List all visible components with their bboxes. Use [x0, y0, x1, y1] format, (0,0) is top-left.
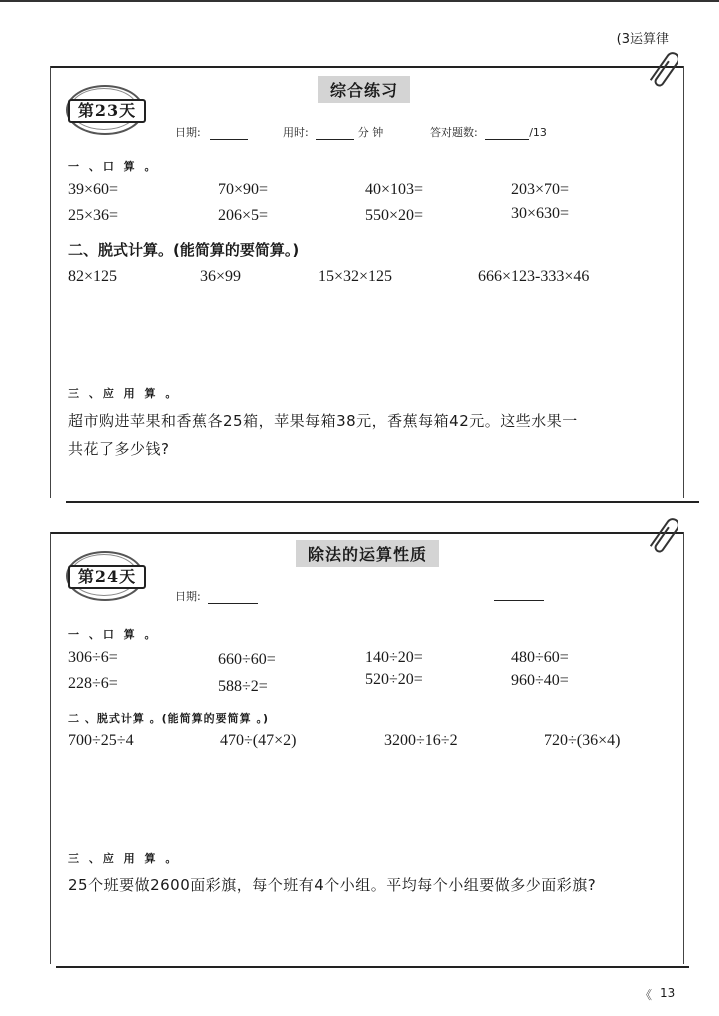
oral-item: 588÷2= [218, 678, 268, 695]
page-top-rule [0, 0, 719, 2]
oral-item: 550×20= [365, 207, 424, 224]
oral-item: 306÷6= [68, 649, 118, 666]
oral-item: 660÷60= [218, 651, 276, 668]
day-24-problem-line-1: 25个班要做2600面彩旗，每个班有4个小组。平均每个小组要做多少面彩旗? [68, 876, 597, 894]
time-unit: 分 钟 [357, 126, 384, 139]
day-23-problem-line-2: 共花了多少钱? [68, 440, 170, 458]
correct-blank[interactable] [485, 127, 529, 140]
day-23-correct [430, 124, 547, 140]
card-24-left-border [50, 532, 51, 964]
oral-item: 25×36= [68, 207, 119, 224]
card-23-right-border [683, 66, 684, 498]
oral-item: 480÷60= [511, 649, 569, 666]
card-24-right-border [683, 532, 684, 964]
footer-mark: 《 [640, 988, 653, 1002]
day-23-step-heading: 二、脱式计算。(能简算的要简算。) [68, 241, 300, 259]
paperclip-icon [650, 512, 678, 560]
oral-item: 39×60= [68, 181, 119, 198]
day-24-date [175, 588, 258, 604]
day-24-badge: 第24天 [66, 551, 144, 601]
step-item: 15×32×125 [318, 268, 393, 285]
oral-item: 228÷6= [68, 675, 118, 692]
date-label: 日期: [175, 126, 201, 139]
step-item: 82×125 [68, 268, 118, 285]
day-23-time [283, 124, 383, 140]
date-blank[interactable] [210, 127, 248, 140]
correct-total: /13 [529, 126, 547, 139]
step-item: 470÷(47×2) [220, 732, 297, 749]
day-23-badge: 第23天 [66, 85, 144, 135]
paperclip-icon [650, 46, 678, 94]
day-24-app-heading: 三 、应 用 算 。 [68, 852, 180, 865]
day-23-oral-heading: 一 、口 算 。 [68, 160, 159, 173]
oral-item: 203×70= [511, 181, 570, 198]
answer-blank[interactable] [494, 588, 544, 601]
step-item: 3200÷16÷2 [384, 732, 458, 749]
oral-item: 40×103= [365, 181, 424, 198]
chapter-label: (3运算律 [616, 32, 669, 47]
oral-item: 30×630= [511, 205, 570, 222]
day-24-oral-heading: 一 、口 算 。 [68, 628, 159, 641]
oral-item: 520÷20= [365, 671, 423, 688]
oral-item: 140÷20= [365, 649, 423, 666]
date-label: 日期: [175, 590, 201, 603]
step-item: 36×99 [200, 268, 242, 285]
oral-item: 960÷40= [511, 672, 569, 689]
step-item: 700÷25÷4 [68, 732, 134, 749]
page-number: 13 [660, 986, 676, 1000]
card-23-bottom-border [66, 501, 699, 503]
day-24-title: 除法的运算性质 [296, 540, 439, 567]
time-blank[interactable] [316, 127, 354, 140]
correct-label: 答对题数: [430, 126, 478, 139]
day-23-title: 综合练习 [318, 76, 410, 103]
time-label: 用时: [283, 126, 309, 139]
day-23-problem-line-1: 超市购进苹果和香蕉各25箱，苹果每箱38元，香蕉每箱42元。这些水果一 [68, 412, 578, 430]
day-23-app-heading: 三 、应 用 算 。 [68, 387, 180, 400]
card-23-top-border [50, 66, 683, 68]
step-item: 666×123-333×46 [478, 268, 590, 285]
oral-item: 70×90= [218, 181, 269, 198]
card-24-top-border [50, 532, 683, 534]
card-24-bottom-border [56, 966, 689, 968]
step-item: 720÷(36×4) [544, 732, 621, 749]
oral-item: 206×5= [218, 207, 269, 224]
card-23-left-border [50, 66, 51, 498]
date-blank[interactable] [208, 591, 258, 604]
day-23-date [175, 124, 248, 140]
day-24-step-heading: 二 、脱式计算 。(能简算的要简算 。) [68, 712, 270, 725]
